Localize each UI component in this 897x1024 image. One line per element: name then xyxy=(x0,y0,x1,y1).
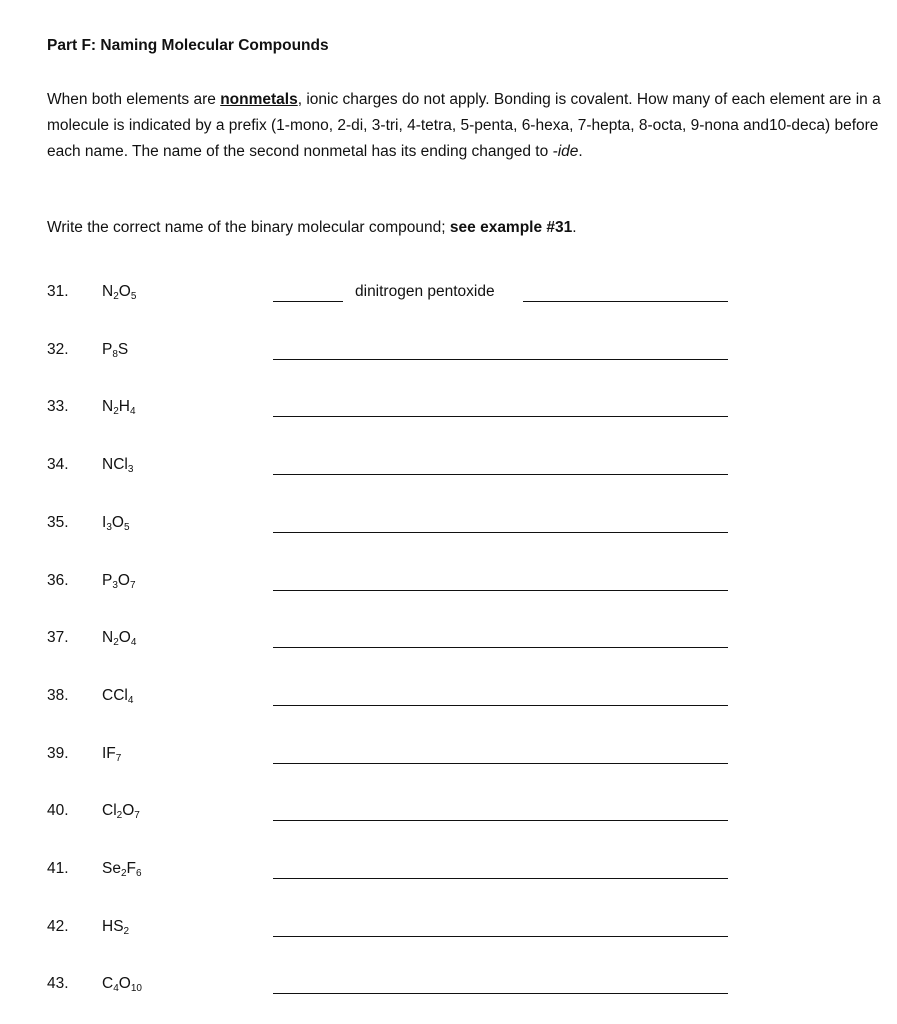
subscript-count: 7 xyxy=(129,580,136,591)
answer-blank-line[interactable] xyxy=(273,359,728,360)
question-row xyxy=(0,918,897,948)
chemical-formula xyxy=(102,802,140,820)
intro-keyword: nonmetals xyxy=(220,91,298,108)
subscript-count: 3 xyxy=(112,580,118,591)
element-symbol: C xyxy=(102,975,114,992)
element-symbol: HS xyxy=(102,918,124,935)
subscript-count: 2 xyxy=(120,868,127,879)
answer-blank-line[interactable] xyxy=(273,878,728,879)
question-number: 38. xyxy=(47,687,69,704)
question-row xyxy=(0,687,897,717)
chemical-formula xyxy=(102,341,128,359)
question-number: 42. xyxy=(47,918,69,935)
answer-blank-line[interactable] xyxy=(273,993,728,994)
question-number: 35. xyxy=(47,514,69,531)
answer-blank-line[interactable] xyxy=(273,590,728,591)
element-symbol: O xyxy=(117,572,130,589)
subscript-count: 3 xyxy=(127,464,134,475)
example-answer xyxy=(273,283,728,305)
chemical-formula xyxy=(102,572,136,590)
instruction-line xyxy=(47,219,577,237)
chemical-formula xyxy=(102,975,142,993)
subscript-count: 4 xyxy=(127,695,134,706)
element-symbol: Se xyxy=(102,860,121,877)
subscript-count: 2 xyxy=(116,810,123,821)
question-number: 40. xyxy=(47,802,69,819)
answer-line-right xyxy=(523,301,728,302)
instruction-text: Write the correct name of the binary molecular compound; xyxy=(47,219,450,236)
element-symbol: O xyxy=(118,629,131,646)
subscript-count: 2 xyxy=(113,291,119,302)
answer-blank-line[interactable] xyxy=(273,532,728,533)
question-number: 43. xyxy=(47,975,69,992)
chemical-formula xyxy=(102,456,133,474)
answer-text: dinitrogen pentoxide xyxy=(355,283,495,300)
subscript-count: 7 xyxy=(134,810,140,821)
intro-text-3: . xyxy=(578,143,583,160)
subscript-count: 4 xyxy=(129,406,136,417)
subscript-count: 6 xyxy=(136,868,142,879)
answer-blank-line[interactable] xyxy=(273,705,728,706)
question-row xyxy=(0,860,897,890)
question-number: 37. xyxy=(47,629,69,646)
subscript-count: 8 xyxy=(112,349,118,360)
chemical-formula xyxy=(102,514,130,532)
question-number: 36. xyxy=(47,572,69,589)
subscript-count: 2 xyxy=(113,637,119,648)
question-row xyxy=(0,456,897,486)
chemical-formula xyxy=(102,687,133,705)
chemical-formula xyxy=(102,398,136,416)
element-symbol: F xyxy=(126,860,136,877)
element-symbol: N xyxy=(102,398,114,415)
element-symbol: N xyxy=(102,283,114,300)
answer-blank-line[interactable] xyxy=(273,763,728,764)
subscript-count: 5 xyxy=(130,291,137,302)
element-symbol: I xyxy=(102,514,107,531)
question-row xyxy=(0,398,897,428)
question-row xyxy=(0,283,897,313)
chemical-formula xyxy=(102,629,136,647)
element-symbol: O xyxy=(118,975,131,992)
question-number: 31. xyxy=(47,283,69,300)
section-heading: Part F: Naming Molecular Compounds xyxy=(47,37,329,54)
answer-blank-line[interactable] xyxy=(273,820,728,821)
question-number: 33. xyxy=(47,398,69,415)
question-row xyxy=(0,629,897,659)
element-symbol: O xyxy=(111,514,124,531)
intro-text-1: When both elements are xyxy=(47,91,221,108)
answer-blank-line[interactable] xyxy=(273,416,728,417)
element-symbol: P xyxy=(102,341,113,358)
element-symbol: P xyxy=(102,572,113,589)
element-symbol: S xyxy=(117,341,129,358)
subscript-count: 5 xyxy=(123,522,130,533)
chemical-formula xyxy=(102,745,121,763)
question-row xyxy=(0,572,897,602)
subscript-count: 2 xyxy=(123,926,130,937)
chemical-formula xyxy=(102,918,129,936)
element-symbol: IF xyxy=(102,745,116,762)
answer-blank-line[interactable] xyxy=(273,474,728,475)
instruction-bold: see example #31 xyxy=(449,219,573,236)
question-number: 39. xyxy=(47,745,69,762)
question-row xyxy=(0,341,897,371)
answer-line-left xyxy=(273,301,343,302)
question-row xyxy=(0,745,897,775)
element-symbol: CCl xyxy=(102,687,128,704)
question-row xyxy=(0,802,897,832)
chemical-formula xyxy=(102,860,142,878)
question-row xyxy=(0,514,897,544)
element-symbol: Cl xyxy=(102,802,117,819)
element-symbol: H xyxy=(118,398,130,415)
instruction-end: . xyxy=(572,219,577,236)
intro-text-2: , ionic charges do not apply. Bonding is covalent. How many of each element are in a molecule is indicated by a prefix (1-mono, 2-di, 3-tri, 4-tetra, 5-penta, 6-hexa, 7-hepta, 8-octa, 9-nona and10-deca) before each name. The name of the second nonmetal has its ending changed to xyxy=(47,91,881,160)
subscript-count: 4 xyxy=(113,983,119,994)
subscript-count: 10 xyxy=(130,983,142,994)
intro-suffix: -ide xyxy=(552,143,579,160)
intro-paragraph xyxy=(47,87,887,165)
element-symbol: N xyxy=(102,629,114,646)
question-number: 41. xyxy=(47,860,69,877)
answer-blank-line[interactable] xyxy=(273,936,728,937)
subscript-count: 7 xyxy=(115,753,122,764)
question-number: 32. xyxy=(47,341,69,358)
question-row xyxy=(0,975,897,1005)
question-number: 34. xyxy=(47,456,69,473)
subscript-count: 4 xyxy=(130,637,137,648)
element-symbol: O xyxy=(118,283,131,300)
element-symbol: NCl xyxy=(102,456,128,473)
subscript-count: 2 xyxy=(113,406,119,417)
element-symbol: O xyxy=(122,802,135,819)
answer-blank-line[interactable] xyxy=(273,647,728,648)
chemical-formula xyxy=(102,283,136,301)
subscript-count: 3 xyxy=(106,522,112,533)
